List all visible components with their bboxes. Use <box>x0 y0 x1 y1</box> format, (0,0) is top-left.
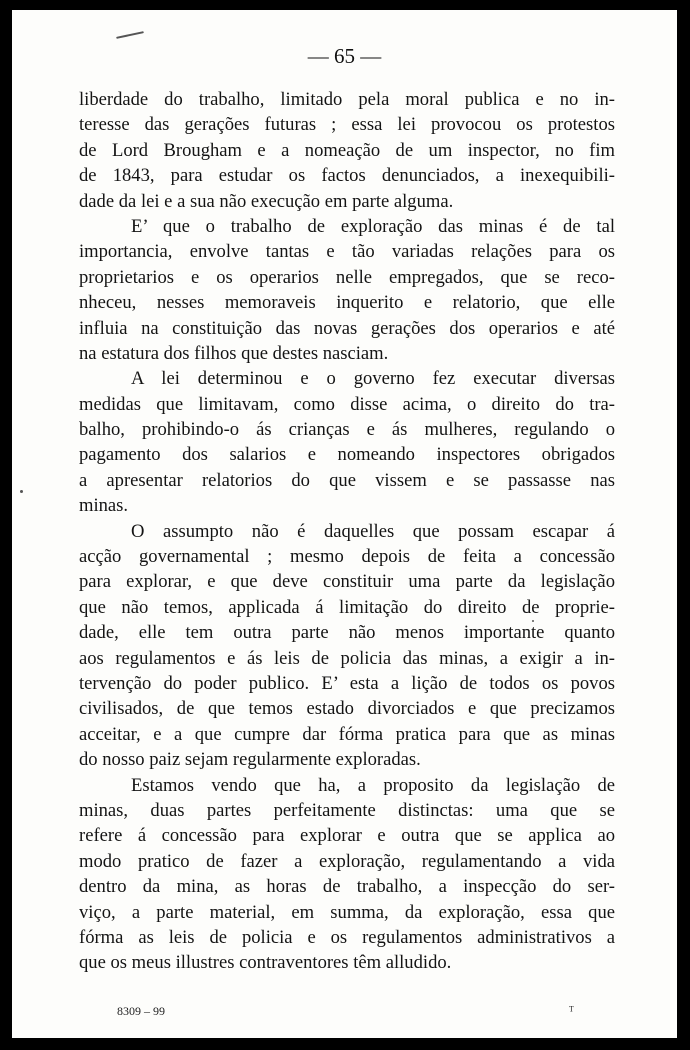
text-line: acção governamental ; mesmo depois de feita a concessão <box>79 546 615 568</box>
text-line: dentro da mina, as horas de trabalho, a inspecção do ser- <box>79 876 615 898</box>
text-line: fórma as leis de policia e os regulamentos administrativos a <box>79 926 615 948</box>
text-line: liberdade do trabalho, limitado pela moral publica e no in- <box>79 89 615 110</box>
text-line: nheceu, nesses memoraveis inquerito e relatorio, que elle <box>79 292 615 314</box>
body-text <box>79 87 615 976</box>
print-signature-code: 8309 – 99 <box>117 1004 165 1018</box>
text-line: que não temos, applicada á limitação do direito de proprie- <box>79 596 615 618</box>
print-speck <box>20 490 23 493</box>
text-line: viço, a parte material, em summa, da exploração, essa que <box>79 901 615 923</box>
text-line: acceitar, e a que cumpre dar fórma pratica para que as minas <box>79 723 615 745</box>
text-line: de Lord Brougham e a nomeação de um inspector, no fim <box>79 139 615 161</box>
text-line: E’ que o trabalho de exploração das minas é de tal <box>131 215 615 237</box>
text-line: teresse das gerações futuras ; essa lei provocou os protestos <box>79 114 615 136</box>
text-line: pagamento dos salarios e nomeando inspectores obrigados <box>79 444 615 466</box>
text-line: para explorar, e que deve constituir uma parte da legislação <box>79 571 615 593</box>
text-line: civilisados, de que temos estado divorciados e que precizamos <box>79 698 615 720</box>
text-line: que os meus illustres contraventores têm alludido. <box>79 952 452 974</box>
text-line: importancia, envolve tantas e tão variadas relações para os <box>79 241 615 263</box>
print-speck <box>116 31 144 39</box>
footer-mark: ᵀ <box>569 1003 574 1018</box>
text-line: minas, duas partes perfeitamente distinctas: uma que se <box>79 799 615 821</box>
text-line: dade, elle tem outra parte não menos importante quanto <box>79 622 615 644</box>
page-number: — 65 — <box>307 44 382 68</box>
text-line: aos regulamentos e ás leis de policia das minas, a exigir a in- <box>79 647 615 669</box>
text-line: proprietarios e os operarios nelle empregados, que se reco- <box>79 266 615 288</box>
text-line: do nosso paiz sejam regularmente exploradas. <box>79 749 421 771</box>
text-line: balho, prohibindo-o ás crianças e ás mulheres, regulando o <box>79 419 615 441</box>
text-line: influia na constituição das novas gerações dos operarios e até <box>79 317 615 339</box>
text-line: na estatura dos filhos que destes nasciam. <box>79 342 389 364</box>
text-line: de 1843, para estudar os factos denunciados, a inexequibili- <box>79 165 615 187</box>
text-line: modo pratico de fazer a exploração, regulamentando a vida <box>79 850 615 872</box>
text-line: a apresentar relatorios do que vissem e se passasse nas <box>79 469 615 491</box>
text-line: minas. <box>79 495 129 517</box>
text-line: Estamos vendo que ha, a proposito da legislação de <box>131 774 615 796</box>
book-page <box>12 10 677 1038</box>
text-line: dade da lei e a sua não execução em parte alguma. <box>79 190 454 212</box>
text-line: medidas que limitavam, como disse acima, o direito do tra- <box>79 393 615 415</box>
text-line: refere á concessão para explorar e outra que se applica ao <box>79 825 615 847</box>
text-line: A lei determinou e o governo fez executar diversas <box>131 368 615 390</box>
text-line: O assumpto não é daquelles que possam escapar á <box>131 520 615 542</box>
text-line: tervenção do poder publico. E’ esta a lição de todos os povos <box>79 672 615 694</box>
